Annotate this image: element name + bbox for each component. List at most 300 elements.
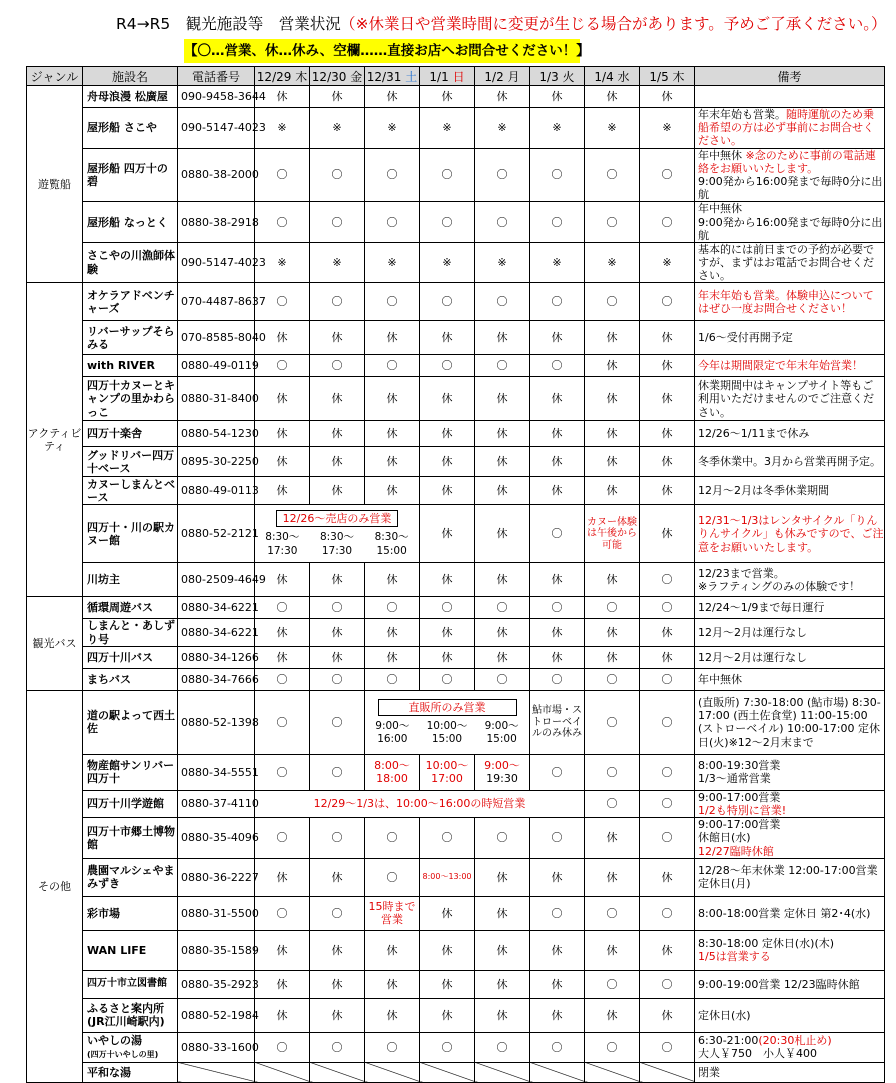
table-row bbox=[27, 998, 885, 1032]
status-cell: 休 bbox=[475, 930, 530, 970]
note-text: 9:00-17:00営業 bbox=[698, 818, 781, 832]
facility-name: 循環周遊バス bbox=[83, 597, 178, 619]
facility-tel: 0880-35-2923 bbox=[178, 970, 255, 998]
status-cell: 〇 bbox=[530, 148, 585, 202]
status-cell: 休 bbox=[640, 505, 695, 563]
note-text: ※ラフティングのみの体験です！ bbox=[698, 579, 861, 593]
facility-name: 四万十楽舎 bbox=[83, 421, 178, 447]
status-cell: 休 bbox=[255, 930, 310, 970]
facility-name-text: いやしの湯 bbox=[87, 1034, 142, 1048]
status-cell: 休 bbox=[420, 646, 475, 668]
status-cell: 休 bbox=[640, 930, 695, 970]
status-cell: 休 bbox=[585, 377, 640, 421]
notes-cell bbox=[695, 790, 885, 817]
hours-text: 8:30～ 17:30 bbox=[319, 531, 355, 557]
status-cell: 休 bbox=[530, 447, 585, 477]
header-row bbox=[27, 67, 885, 86]
note-text-red: 随時運航のため乗船希望の方は必ず事前にお問合せください。 bbox=[698, 108, 874, 148]
status-cell: 休 bbox=[365, 86, 420, 108]
facility-name: 川坊主 bbox=[83, 563, 178, 597]
status-cell: 〇 bbox=[585, 896, 640, 930]
status-cell: 休 bbox=[475, 563, 530, 597]
table-row bbox=[27, 790, 885, 817]
status-cell: 〇 bbox=[420, 202, 475, 243]
status-cell: ※ bbox=[420, 242, 475, 283]
status-cell: 〇 bbox=[530, 1032, 585, 1062]
short-hours-span: 12/29～1/3は、10:00～16:00の時短営業 bbox=[255, 790, 585, 817]
status-cell: 休 bbox=[255, 563, 310, 597]
status-cell: 〇 bbox=[475, 597, 530, 619]
status-cell: 休 bbox=[255, 619, 310, 646]
facility-name: 四万十・川の駅カヌー館 bbox=[83, 505, 178, 563]
facility-name: オケラアドベンチャーズ bbox=[83, 283, 178, 321]
status-cell: 休 bbox=[365, 321, 420, 355]
status-cell: ※ bbox=[530, 108, 585, 149]
status-cell: 〇 bbox=[365, 148, 420, 202]
hours-cell: 8:00～ 18:00 bbox=[365, 754, 420, 790]
note-text-red: 1/5は営業する bbox=[698, 950, 771, 964]
header-day-sun: 日 bbox=[452, 69, 465, 84]
status-cell: 〇 bbox=[310, 668, 365, 690]
status-cell: 休 bbox=[365, 477, 420, 505]
status-cell: 休 bbox=[365, 930, 420, 970]
status-cell: ※ bbox=[420, 108, 475, 149]
table-row bbox=[27, 283, 885, 321]
table-row bbox=[27, 355, 885, 377]
status-cell: 休 bbox=[255, 321, 310, 355]
facility-tel: 0880-34-6221 bbox=[178, 597, 255, 619]
table-row bbox=[27, 86, 885, 108]
status-cell: 休 bbox=[310, 930, 365, 970]
header-facility: 施設名 bbox=[83, 67, 178, 86]
status-cell: 〇 bbox=[255, 202, 310, 243]
hours-text: 9:00～ 15:00 bbox=[484, 719, 519, 745]
status-cell: 〇 bbox=[640, 283, 695, 321]
status-cell: 休 bbox=[585, 477, 640, 505]
status-cell: 〇 bbox=[585, 668, 640, 690]
header-date: 12/30 金 bbox=[310, 67, 365, 86]
facility-name: 舟母浪漫 松廣屋 bbox=[83, 86, 178, 108]
closed-diagonal bbox=[640, 1062, 695, 1082]
notes-cell: (直販所) 7:30-18:00 (鮎市場) 8:30-17:00 (西土佐食堂) 11:00-15:00 (ストローベイル) 10:00-17:00 定休日(火)※12～2月末まで bbox=[695, 690, 885, 754]
notes-cell: 12/28～年末休業 12:00-17:00営業 定休日(月) bbox=[695, 858, 885, 896]
status-cell: 〇 bbox=[255, 754, 310, 790]
status-cell: 〇 bbox=[310, 202, 365, 243]
page-title bbox=[0, 10, 896, 38]
facility-tel: 0880-52-1398 bbox=[178, 690, 255, 754]
header-tel: 電話番号 bbox=[178, 67, 255, 86]
notes-cell: 8:00-18:00営業 定休日 第2･4(水) bbox=[695, 896, 885, 930]
facility-name: 四万十川学遊館 bbox=[83, 790, 178, 817]
header-date: 1/3 火 bbox=[530, 67, 585, 86]
notes-cell bbox=[695, 148, 885, 202]
direct-sales-box: 直販所のみ営業 bbox=[378, 699, 517, 716]
status-cell: 休 bbox=[420, 930, 475, 970]
status-cell: 〇 bbox=[475, 283, 530, 321]
note-text: 年末年始も営業。 bbox=[698, 108, 786, 121]
closed-diagonal bbox=[420, 1062, 475, 1082]
note-text-red: (20:30札止め) bbox=[758, 1034, 832, 1048]
status-cell: 〇 bbox=[420, 148, 475, 202]
status-cell: 休 bbox=[310, 619, 365, 646]
notes-cell: 閉業 bbox=[695, 1062, 885, 1082]
facility-tel: 0880-49-0119 bbox=[178, 355, 255, 377]
facility-name: 四万十川バス bbox=[83, 646, 178, 668]
status-cell: 休 bbox=[475, 377, 530, 421]
facility-name: さこやの川漁師体験 bbox=[83, 242, 178, 283]
table-row bbox=[27, 202, 885, 243]
status-cell: 休 bbox=[365, 646, 420, 668]
notes-cell: 今年は期間限定で年末年始営業！ bbox=[695, 355, 885, 377]
status-cell: ※ bbox=[255, 108, 310, 149]
status-cell: 休 bbox=[530, 619, 585, 646]
table-row bbox=[27, 930, 885, 970]
note-text-red: 12/27臨時休館 bbox=[698, 844, 774, 858]
status-cell: 休 bbox=[255, 858, 310, 896]
status-cell: 休 bbox=[420, 447, 475, 477]
status-cell: 休 bbox=[420, 896, 475, 930]
table-row bbox=[27, 597, 885, 619]
status-cell: 休 bbox=[530, 970, 585, 998]
status-cell: 休 bbox=[530, 858, 585, 896]
status-cell: 休 bbox=[640, 86, 695, 108]
genre-other: その他 bbox=[27, 690, 83, 1082]
status-cell: 休 bbox=[475, 421, 530, 447]
status-cell: 〇 bbox=[420, 1032, 475, 1062]
facility-name: 四万十カヌーとキャンプの里かわらっこ bbox=[83, 377, 178, 421]
status-cell: 休 bbox=[530, 930, 585, 970]
status-cell: 休 bbox=[255, 421, 310, 447]
status-cell: 休 bbox=[365, 998, 420, 1032]
sales-only-box: 12/26～売店のみ営業 bbox=[276, 510, 399, 527]
status-cell: 〇 bbox=[640, 148, 695, 202]
status-cell: 〇 bbox=[255, 355, 310, 377]
status-cell: 休 bbox=[420, 619, 475, 646]
status-cell: 〇 bbox=[365, 668, 420, 690]
note-text: 12/23まで営業。 bbox=[698, 566, 785, 580]
notes-cell: 12月～2月は運行なし bbox=[695, 619, 885, 646]
status-cell: 〇 bbox=[475, 1032, 530, 1062]
facility-tel: 0880-37-4110 bbox=[178, 790, 255, 817]
hours-group bbox=[255, 531, 419, 557]
status-cell: 休 bbox=[365, 447, 420, 477]
legend-banner: 【〇…営業、休…休み、空欄……直接お店へお問合せください！】 bbox=[184, 39, 580, 63]
status-cell: 〇 bbox=[310, 896, 365, 930]
note-text: 年中無休 bbox=[698, 202, 742, 216]
status-cell: 〇 bbox=[585, 283, 640, 321]
notes-cell: 年中無休 bbox=[695, 668, 885, 690]
status-cell: 〇 bbox=[640, 690, 695, 754]
note-text: 9:00発から16:00発まで毎時0分に出航 bbox=[698, 174, 883, 202]
notes-cell: 基本的には前日までの予約が必要ですが、まずはお電話でお問合せください。 bbox=[695, 242, 885, 283]
facility-name: 道の駅よって西土佐 bbox=[83, 690, 178, 754]
notes-cell: 12/24～1/9まで毎日運行 bbox=[695, 597, 885, 619]
status-cell: 〇 bbox=[585, 148, 640, 202]
notes-cell: 休業期間中はキャンプサイト等もご利用いただけませんのでご注意ください。 bbox=[695, 377, 885, 421]
status-cell: 〇 bbox=[365, 202, 420, 243]
status-cell: 鮎市場・ストローベイルのみ休み bbox=[530, 690, 585, 754]
facility-tel: 0880-52-2121 bbox=[178, 505, 255, 563]
note-text-red: ※念のために事前の電話連絡をお願いいたします。 bbox=[698, 148, 876, 175]
status-cell: 〇 bbox=[640, 818, 695, 859]
notes-cell bbox=[695, 754, 885, 790]
facility-name: 物産館サンリバー四万十 bbox=[83, 754, 178, 790]
status-cell: 休 bbox=[420, 505, 475, 563]
status-cell: 〇 bbox=[420, 283, 475, 321]
facility-name: まちバス bbox=[83, 668, 178, 690]
status-cell: 〇 bbox=[585, 790, 640, 817]
status-cell: 休 bbox=[475, 998, 530, 1032]
status-cell: 休 bbox=[585, 355, 640, 377]
hours-text: 19:30 bbox=[486, 772, 518, 786]
status-cell: 〇 bbox=[530, 668, 585, 690]
status-cell: 〇 bbox=[585, 597, 640, 619]
note-text: 年中無休 bbox=[698, 148, 746, 162]
direct-sales-span bbox=[365, 690, 530, 754]
status-cell: 〇 bbox=[585, 1032, 640, 1062]
status-cell: 〇 bbox=[585, 970, 640, 998]
header-notes: 備考 bbox=[695, 67, 885, 86]
closed-diagonal bbox=[585, 1062, 640, 1082]
status-cell: 休 bbox=[640, 377, 695, 421]
hours-cell: 15時まで営業 bbox=[365, 896, 420, 930]
facility-name: 農園マルシェやまみずき bbox=[83, 858, 178, 896]
status-cell: 休 bbox=[365, 619, 420, 646]
facility-name: ふるさと案内所(JR江川崎駅内) bbox=[83, 998, 178, 1032]
header-date bbox=[420, 67, 475, 86]
facility-tel: 0880-34-6221 bbox=[178, 619, 255, 646]
status-cell: 休 bbox=[640, 646, 695, 668]
status-cell: ※ bbox=[530, 242, 585, 283]
status-cell: ※ bbox=[365, 108, 420, 149]
status-cell: 〇 bbox=[585, 202, 640, 243]
facility-name: グッドリバー四万十ベース bbox=[83, 447, 178, 477]
status-cell: 〇 bbox=[475, 355, 530, 377]
status-cell: ※ bbox=[585, 108, 640, 149]
status-cell: 〇 bbox=[640, 754, 695, 790]
table-row bbox=[27, 321, 885, 355]
status-cell: 休 bbox=[585, 998, 640, 1032]
table-row bbox=[27, 108, 885, 149]
notes-cell: 12/31～1/3はレンタサイクル「りんりんサイクル」も休みですので、ご注意をお願いいたします。 bbox=[695, 505, 885, 563]
status-cell: 〇 bbox=[310, 355, 365, 377]
status-table bbox=[26, 66, 885, 1083]
status-cell: 休 bbox=[640, 355, 695, 377]
status-cell: 休 bbox=[530, 477, 585, 505]
facility-name: 屋形船 さこや bbox=[83, 108, 178, 149]
status-cell: 休 bbox=[530, 421, 585, 447]
table-row bbox=[27, 421, 885, 447]
header-genre: ジャンル bbox=[27, 67, 83, 86]
facility-tel: 0880-33-1600 bbox=[178, 1032, 255, 1062]
facility-tel: 0880-34-7666 bbox=[178, 668, 255, 690]
status-cell: 休 bbox=[640, 421, 695, 447]
status-cell: 休 bbox=[475, 970, 530, 998]
facility-name: しまんと・あしずり号 bbox=[83, 619, 178, 646]
status-cell: 休 bbox=[420, 86, 475, 108]
status-cell: 休 bbox=[475, 896, 530, 930]
status-cell: 休 bbox=[530, 377, 585, 421]
hours-text-red: 9:00～ bbox=[484, 759, 520, 773]
table-row bbox=[27, 646, 885, 668]
status-cell: ※ bbox=[475, 242, 530, 283]
facility-name: 彩市場 bbox=[83, 896, 178, 930]
status-cell: 〇 bbox=[530, 597, 585, 619]
status-cell: 休 bbox=[475, 619, 530, 646]
facility-tel: 0880-38-2918 bbox=[178, 202, 255, 243]
status-cell: 〇 bbox=[310, 818, 365, 859]
status-cell: 休 bbox=[530, 563, 585, 597]
closed-diagonal bbox=[255, 1062, 310, 1082]
status-cell: 休 bbox=[310, 447, 365, 477]
status-cell: 休 bbox=[640, 619, 695, 646]
notes-cell bbox=[695, 86, 885, 108]
status-cell: 休 bbox=[585, 930, 640, 970]
status-cell: 休 bbox=[365, 377, 420, 421]
facility-tel: 090-5147-4023 bbox=[178, 242, 255, 283]
status-cell: 〇 bbox=[530, 355, 585, 377]
status-cell: 休 bbox=[310, 477, 365, 505]
status-cell: 〇 bbox=[585, 690, 640, 754]
notes-cell: 冬季休業中。3月から営業再開予定。 bbox=[695, 447, 885, 477]
status-cell: 〇 bbox=[365, 1032, 420, 1062]
status-cell: 休 bbox=[530, 998, 585, 1032]
table-row bbox=[27, 477, 885, 505]
notes-cell bbox=[695, 930, 885, 970]
note-text-red: 1/2も特別に営業! bbox=[698, 804, 787, 817]
table-row bbox=[27, 690, 885, 754]
title-main: R4→R5 観光施設等 営業状況 bbox=[116, 15, 341, 33]
status-cell: 休 bbox=[475, 86, 530, 108]
status-cell: ※ bbox=[310, 242, 365, 283]
status-cell: 〇 bbox=[255, 283, 310, 321]
status-cell: 〇 bbox=[530, 818, 585, 859]
status-cell: 休 bbox=[255, 86, 310, 108]
table-row bbox=[27, 242, 885, 283]
status-cell: 休 bbox=[585, 818, 640, 859]
table-row bbox=[27, 619, 885, 646]
closed-diagonal bbox=[365, 1062, 420, 1082]
hours-group bbox=[365, 720, 529, 746]
notes-cell: 12月～2月は運行なし bbox=[695, 646, 885, 668]
status-cell: 〇 bbox=[530, 283, 585, 321]
status-cell: 休 bbox=[475, 646, 530, 668]
status-cell: 〇 bbox=[640, 668, 695, 690]
hours-text: 9:00～ 16:00 bbox=[375, 719, 410, 745]
sales-only-span bbox=[255, 505, 420, 563]
facility-tel: 090-5147-4023 bbox=[178, 108, 255, 149]
header-date-text: 12/31 bbox=[366, 69, 402, 84]
note-text: 8:30-18:00 定休日(水)(木) bbox=[698, 937, 835, 951]
note-text: 大人￥750 小人￥400 bbox=[698, 1047, 817, 1061]
facility-tel: 070-4487-8637 bbox=[178, 283, 255, 321]
facility-name: WAN LIFE bbox=[83, 930, 178, 970]
facility-tel: 0880-38-2000 bbox=[178, 148, 255, 202]
status-cell: 休 bbox=[420, 970, 475, 998]
status-cell: 休 bbox=[420, 998, 475, 1032]
table-row bbox=[27, 563, 885, 597]
status-cell: 〇 bbox=[310, 148, 365, 202]
status-cell: 〇 bbox=[585, 754, 640, 790]
status-cell: 休 bbox=[475, 505, 530, 563]
facility-name: 四万十市郷土博物館 bbox=[83, 818, 178, 859]
status-cell: 休 bbox=[420, 421, 475, 447]
status-cell: 休 bbox=[640, 477, 695, 505]
status-cell: 休 bbox=[310, 321, 365, 355]
note-text: 8:00-19:30営業 bbox=[698, 759, 781, 773]
header-date: 12/29 木 bbox=[255, 67, 310, 86]
status-cell: 〇 bbox=[475, 148, 530, 202]
hours-cell bbox=[475, 754, 530, 790]
status-cell: 休 bbox=[255, 970, 310, 998]
notes-cell bbox=[695, 108, 885, 149]
status-cell: 〇 bbox=[640, 563, 695, 597]
facility-tel: 0880-36-2227 bbox=[178, 858, 255, 896]
status-cell: 休 bbox=[310, 377, 365, 421]
table-row bbox=[27, 858, 885, 896]
closed-diagonal bbox=[475, 1062, 530, 1082]
status-cell: 休 bbox=[585, 447, 640, 477]
note-text: 9:00発から16:00発まで毎時0分に出航 bbox=[698, 215, 883, 242]
notes-cell: 9:00-19:00営業 12/23臨時休館 bbox=[695, 970, 885, 998]
status-cell: 休 bbox=[475, 477, 530, 505]
status-cell: 〇 bbox=[310, 754, 365, 790]
status-cell: 〇 bbox=[475, 818, 530, 859]
hours-cell: 10:00～ 17:00 bbox=[420, 754, 475, 790]
status-cell: 〇 bbox=[255, 668, 310, 690]
hours-text: 8:30～ 15:00 bbox=[374, 531, 409, 557]
status-cell: 〇 bbox=[365, 355, 420, 377]
facility-tel: 080-2509-4649 bbox=[178, 563, 255, 597]
header-date: 1/4 水 bbox=[585, 67, 640, 86]
status-cell: 休 bbox=[420, 563, 475, 597]
status-cell: 〇 bbox=[255, 818, 310, 859]
status-cell: ※ bbox=[640, 242, 695, 283]
status-cell bbox=[585, 505, 640, 563]
table-row bbox=[27, 970, 885, 998]
status-cell: 休 bbox=[585, 321, 640, 355]
status-cell: 休 bbox=[475, 447, 530, 477]
status-cell: 休 bbox=[365, 970, 420, 998]
status-cell: 〇 bbox=[255, 690, 310, 754]
status-cell: 〇 bbox=[420, 818, 475, 859]
status-cell: 休 bbox=[255, 646, 310, 668]
table-row bbox=[27, 447, 885, 477]
facility-tel: 0895-30-2250 bbox=[178, 447, 255, 477]
table-row bbox=[27, 505, 885, 563]
facility-tel: 0880-35-4096 bbox=[178, 818, 255, 859]
status-cell: 休 bbox=[530, 321, 585, 355]
facility-name-sub: (四万十いやしの里) bbox=[87, 1050, 159, 1060]
status-cell: 〇 bbox=[310, 283, 365, 321]
notes-cell bbox=[695, 1032, 885, 1062]
status-cell: 休 bbox=[310, 421, 365, 447]
status-cell: 休 bbox=[585, 619, 640, 646]
status-cell: 休 bbox=[255, 447, 310, 477]
table-row bbox=[27, 818, 885, 859]
status-cell: 休 bbox=[310, 86, 365, 108]
hours-text: 8:30～ 17:30 bbox=[265, 531, 300, 557]
closed-diagonal bbox=[310, 1062, 365, 1082]
hours-text: 10:00～ 15:00 bbox=[426, 719, 468, 745]
status-cell: 〇 bbox=[640, 597, 695, 619]
notes-cell: 12月～2月は冬季休業期間 bbox=[695, 477, 885, 505]
status-cell: 休 bbox=[310, 563, 365, 597]
status-cell: 休 bbox=[310, 858, 365, 896]
table-row bbox=[27, 1032, 885, 1062]
status-cell: 休 bbox=[420, 321, 475, 355]
closed-diagonal bbox=[178, 1062, 255, 1082]
